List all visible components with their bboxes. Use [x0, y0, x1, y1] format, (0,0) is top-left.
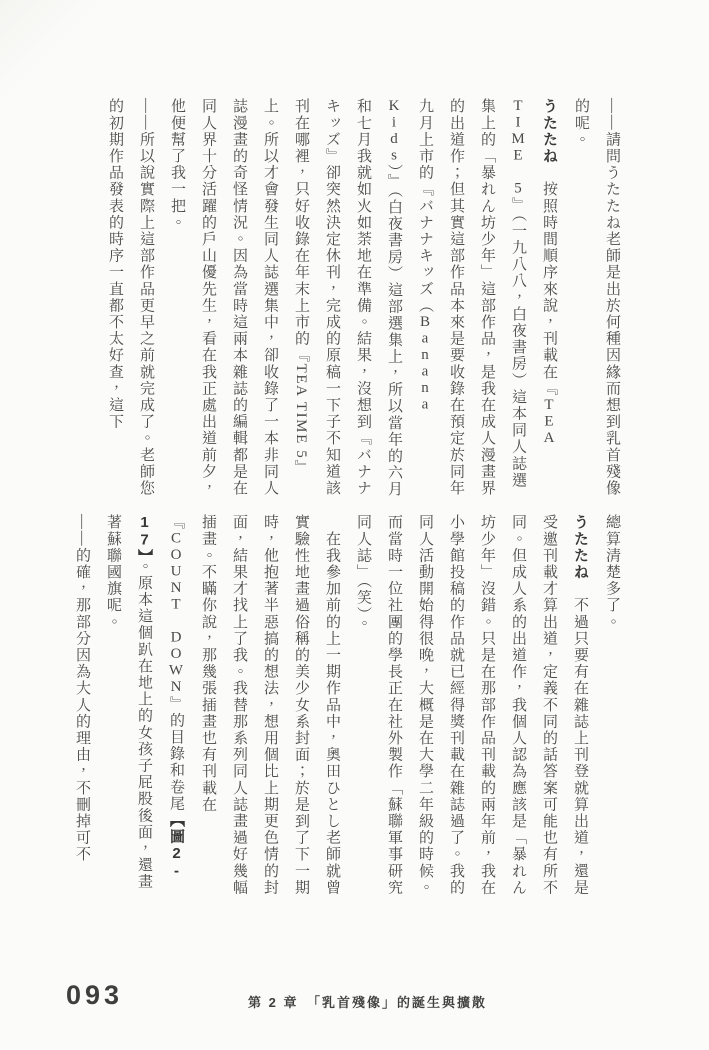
paragraph-interviewee-answer-continued — [97, 514, 347, 896]
emphasis-text-run: 【圖 — [168, 811, 185, 846]
body-text-run: 按照時間順序來說，刊載在『 — [541, 164, 557, 397]
body-text-run: 』（一九八八，白夜書房）這本同人誌選集上的「暴れん坊少年」這部作品，是我在成人漫畫界的出道作；但其實這部作品本來是要收錄在預定於同年九月上市的『バナナキッズ（ — [417, 98, 526, 497]
emphasis-text-run: 2-17 — [136, 514, 185, 881]
paragraph-interviewer-question — [66, 514, 97, 896]
text-section-top — [55, 98, 627, 504]
body-text-run: 』上。所以才會發生同人誌選集中，卻收錄了一本非同人誌漫畫的奇怪情況。因為當時這兩本雜誌的編輯都是在同人界十分活躍的戶山優先生，看在我正處出道前夕，他便幫了我一把。 — [169, 98, 309, 497]
body-text-run: 』的目錄和卷尾 — [168, 695, 184, 812]
body-text-run: ——所以說實際上這部作品更早之前就完成了。老師您的初期作品發表的時序一直都不太好查，這下 — [107, 98, 154, 497]
body-text-run: ——的確，那部分因為大人的理由，不刪掉可不 — [74, 514, 90, 863]
paragraph-interviewee-answer — [161, 98, 565, 504]
emphasis-text-run: うたたね — [541, 98, 558, 165]
body-text-run: COUNT DOWN — [168, 530, 184, 696]
footer-chapter-title: 第 2 章 「乳首殘像」的誕生與擴散 — [248, 995, 487, 1010]
text-section-bottom — [55, 514, 627, 896]
body-text-run: 總算清楚多了。 — [604, 514, 620, 631]
body-text-run: 。原本這個趴在地上的女孩子屁股後面，還畫著蘇聯國旗呢。 — [105, 514, 152, 891]
body-text-run: TEA TIME 5 — [510, 98, 557, 447]
body-text-run: ）』（白夜書房）這部選集上，所以當年的六月和七月我就如火如荼地在準備。結果，沒想到『バナナキッズ』卻突然決定休刊，完成的原稿一下子不知道該刊在哪裡，只好收錄在年末上市的『 — [293, 98, 402, 498]
paragraph-interviewee-answer — [347, 514, 596, 896]
paragraph-interviewer-question-continued — [596, 514, 627, 896]
body-text-run: TEA TIME 5 — [293, 363, 309, 460]
body-text-run: 不過只要有在雜誌上刊登就算出道，還是受邀刊載才算出道，定義不同的話答案可能也有所不同。但成人系的出道作，我個人認為應該是「暴れん坊少年」沒錯。只是在那部作品刊載的兩年前，我在小學館投稿的作品就已經得獎刊載在雜誌過了。我的同人活動開始得很晚，大概是在大學二年級的時候。而當時一位社團的學長正在社外製作「蘇聯軍事研究同人誌」（笑）。 — [355, 514, 588, 896]
paragraph-interviewer-question — [565, 98, 627, 504]
paragraph-interviewer-question — [99, 98, 161, 504]
body-text-run: 在我參加前的上一期作品中，奧田ひとし老師就曾實驗性地畫過俗稱的美少女系封面；於是到了下一期時，他抱著半惡搞的想法，想用個比上期更色情的封面，結果才找上了我。我替那系列同人誌畫過好幾幅插畫。不瞞你說，那幾張插畫也有刊載在『 — [168, 514, 340, 896]
body-text-run: ——請問うたたね老師是出於何種因緣而想到乳首殘像的呢。 — [573, 98, 620, 497]
body-text-run: Banana Kids — [386, 98, 433, 413]
page-number: 093 — [66, 980, 124, 1010]
emphasis-text-run: うたたね — [572, 514, 589, 581]
emphasis-text-run: 】 — [136, 549, 153, 559]
